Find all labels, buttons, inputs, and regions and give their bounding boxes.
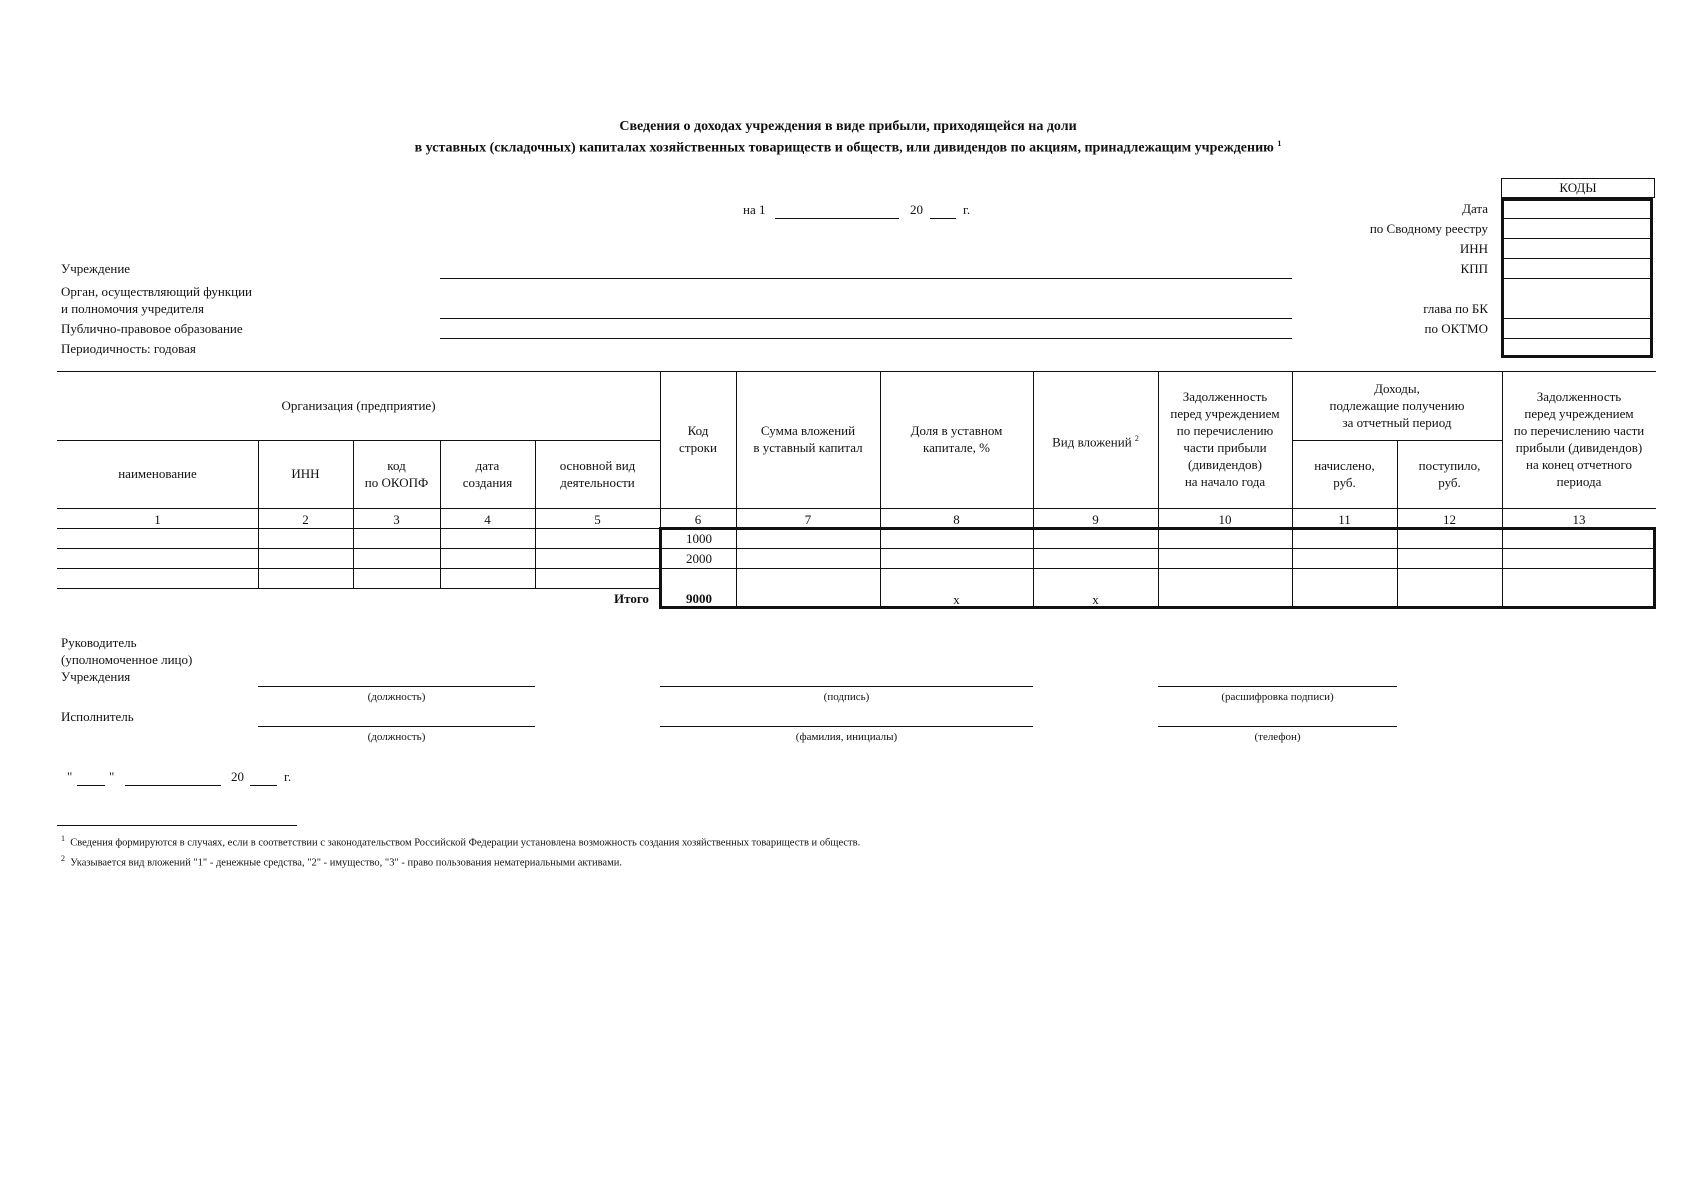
header-okopf-2: по ОКОПФ (364, 475, 429, 490)
header-code (660, 422, 736, 456)
col-number: 10 (1218, 512, 1232, 527)
header-accrued-1: начислено, (1314, 458, 1375, 473)
debt-end-l2: перед учреждением (1524, 406, 1634, 421)
footnote-ref-2: 2 (1134, 434, 1139, 443)
codes-label-inn: ИНН (1459, 241, 1488, 256)
codes-header: КОДЫ (1501, 178, 1655, 198)
header-sum-1: Сумма вложений (760, 423, 856, 438)
footnote-2 (61, 854, 622, 869)
income-l3: за отчетный период (1342, 415, 1452, 430)
codes-label-bk: глава по БК (1423, 301, 1488, 316)
header-accrued-2: руб. (1333, 475, 1356, 490)
head-position-caption: (должность) (367, 691, 426, 703)
table-header-bottom (57, 508, 1656, 509)
executor-position-caption: (должность) (367, 731, 426, 743)
income-l2: подлежащие получению (1329, 398, 1465, 413)
sign-day-field[interactable] (77, 785, 105, 786)
public-entity-label: Публично-правовое образование (61, 321, 243, 336)
header-okopf (353, 457, 440, 491)
footnote-1-number: 1 (61, 834, 65, 843)
header-okopf-1: код (387, 458, 406, 473)
header-sum-2: в уставный капитал (753, 440, 863, 455)
codes-label-kpp: КПП (1460, 261, 1488, 276)
organ-label-line2: и полномочия учредителя (61, 301, 204, 316)
codes-divider (1501, 218, 1653, 219)
date-prefix: на 1 (743, 202, 766, 217)
debt-end-l4: прибыли (дивидендов) (1515, 440, 1643, 455)
date-year-field[interactable] (930, 218, 956, 219)
institution-field[interactable] (440, 278, 1292, 279)
header-date (440, 457, 535, 491)
form-title-line1: Сведения о доходах учреждения в виде прибыли, приходящейся на доли (619, 119, 1077, 134)
codes-divider (1501, 318, 1653, 319)
date-year-suffix: г. (963, 202, 971, 217)
footnote-1 (61, 834, 860, 849)
header-activity-1: основной вид (559, 458, 636, 473)
organ-label-line1: Орган, осуществляющий функции (61, 284, 252, 299)
debt-start-l1: Задолженность (1182, 389, 1268, 404)
header-organization: Организация (предприятие) (281, 398, 436, 413)
debt-start-l3: по перечислению (1176, 423, 1274, 438)
col-number: 6 (694, 512, 702, 527)
executor-position-field[interactable] (258, 726, 535, 727)
executor-name-field[interactable] (660, 726, 1033, 727)
head-decoding-field[interactable] (1158, 686, 1397, 687)
head-label-line2: (уполномоченное лицо) (61, 652, 193, 667)
total-code: 9000 (686, 591, 712, 606)
col-number: 2 (302, 512, 309, 527)
col-number: 7 (804, 512, 812, 527)
footnote-2-text: Указывается вид вложений "1" - денежные средства, "2" - имущество, "3" - право пользования нематериальными активами. (70, 857, 622, 869)
debt-end-l1: Задолженность (1536, 389, 1622, 404)
header-type-text: Вид вложений (1052, 434, 1132, 450)
footnote-1-text: Сведения формируются в случаях, если в соответствии с законодательством Российской Федерации установлена возможность создания хозяйственных товариществ и обществ. (70, 837, 861, 849)
header-share-1: Доля в уставном (910, 423, 1003, 438)
codes-divider (1501, 258, 1653, 259)
header-activity (535, 457, 660, 491)
table-subheader-border (57, 440, 661, 441)
header-debt-end (1502, 388, 1656, 490)
header-sum (736, 422, 880, 456)
debt-end-l6: периода (1556, 474, 1602, 489)
col-divider (1033, 371, 1034, 609)
head-decoding-caption: (расшифровка подписи) (1221, 691, 1334, 703)
header-received-1: поступило, (1418, 458, 1481, 473)
codes-label-registry: по Сводному реестру (1369, 221, 1488, 236)
date-day-month-field[interactable] (775, 218, 899, 219)
codes-divider (1501, 238, 1653, 239)
form-title-line2-text: в уставных (складочных) капиталах хозяйственных товариществ и обществ, или дивидендов по акциям, принадлежащим учреждению (414, 140, 1274, 156)
col-divider (880, 371, 881, 609)
head-signature-field[interactable] (660, 686, 1033, 687)
col-number: 5 (594, 512, 601, 527)
col-number: 3 (393, 512, 400, 527)
row-code-1000: 1000 (686, 531, 712, 546)
executor-phone-caption: (телефон) (1254, 731, 1301, 743)
col-number: 11 (1338, 512, 1351, 527)
header-received-2: руб. (1438, 475, 1461, 490)
debt-start-l2: перед учреждением (1170, 406, 1280, 421)
total-type: x (1092, 592, 1099, 607)
header-date-2: создания (462, 475, 513, 490)
col-number: 13 (1572, 512, 1586, 527)
head-label-line3: Учреждения (61, 669, 131, 684)
header-name: наименование (118, 466, 197, 481)
date-year-prefix: 20 (910, 202, 923, 217)
debt-end-l5: на конец отчетного (1525, 457, 1633, 472)
debt-end-l3: по перечислению части (1513, 423, 1645, 438)
footnote-separator (57, 825, 297, 826)
header-accrued (1292, 457, 1397, 491)
total-label: Итого (614, 591, 649, 606)
col-number: 12 (1443, 512, 1456, 527)
col-number: 9 (1092, 512, 1099, 527)
header-inn: ИНН (291, 466, 320, 481)
table-row-line (57, 528, 661, 529)
sign-year-field[interactable] (250, 785, 277, 786)
col-number: 8 (953, 512, 960, 527)
debt-start-l6: на начало года (1184, 474, 1266, 489)
head-position-field[interactable] (258, 686, 535, 687)
sign-date-quote-close: " (109, 769, 115, 784)
row-code-2000: 2000 (686, 551, 712, 566)
header-share (880, 422, 1033, 456)
executor-name-caption: (фамилия, инициалы) (795, 731, 898, 743)
table-row-line (57, 588, 661, 589)
footnote-ref-1: 1 (1277, 139, 1282, 148)
public-entity-field[interactable] (440, 338, 1292, 339)
executor-label: Исполнитель (61, 709, 134, 724)
debt-start-l4: части прибыли (1183, 440, 1267, 455)
codes-divider (1501, 338, 1653, 339)
codes-divider (1501, 278, 1653, 279)
header-type (1033, 430, 1158, 450)
header-code-1: Код (687, 423, 709, 438)
col-divider (660, 371, 661, 609)
form-title-line2 (0, 139, 1696, 157)
header-share-2: капитале, % (923, 440, 990, 455)
total-share: x (953, 592, 960, 607)
head-label-line1: Руководитель (61, 635, 137, 650)
col-number: 4 (484, 512, 491, 527)
header-debt-start (1158, 388, 1292, 490)
codes-label-date: Дата (1462, 201, 1488, 216)
header-activity-2: деятельности (560, 475, 635, 490)
sign-year-prefix: 20 (231, 769, 244, 784)
col-divider (736, 371, 737, 609)
executor-phone-field[interactable] (1158, 726, 1397, 727)
head-signature-caption: (подпись) (823, 691, 870, 703)
sign-year-suffix: г. (284, 769, 292, 784)
header-income (1292, 380, 1502, 431)
institution-label: Учреждение (61, 261, 131, 276)
table-top-border (57, 371, 1656, 372)
header-received (1397, 457, 1502, 491)
income-l1: Доходы, (1374, 381, 1420, 396)
organ-field[interactable] (440, 318, 1292, 319)
header-code-2: строки (679, 440, 717, 455)
col-number: 1 (154, 512, 161, 527)
debt-start-l5: (дивидендов) (1188, 457, 1262, 472)
codes-label-oktmo: по ОКТМО (1424, 321, 1488, 336)
header-date-1: дата (475, 458, 500, 473)
periodicity-label: Периодичность: годовая (61, 341, 196, 356)
sign-date-quote-open: " (67, 769, 73, 784)
sign-month-field[interactable] (125, 785, 221, 786)
footnote-2-number: 2 (61, 854, 65, 863)
